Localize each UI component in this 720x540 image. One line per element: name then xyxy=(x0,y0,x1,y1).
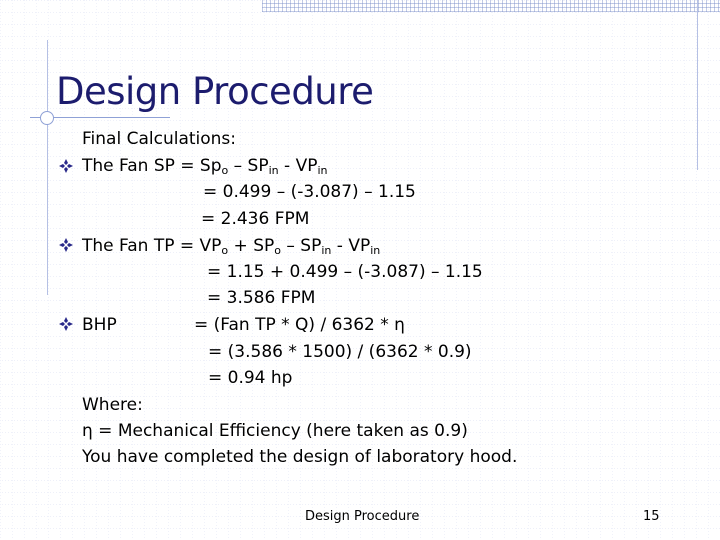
top-decorative-band xyxy=(262,0,720,12)
fan-sp-line-3: = 2.436 FPM xyxy=(201,209,310,229)
title-rule-circle xyxy=(40,111,54,125)
where-label: Where: xyxy=(82,395,143,415)
footer-title: Design Procedure xyxy=(305,509,420,524)
bhp-line-3: = 0.94 hp xyxy=(208,368,293,388)
diamond-bullet-icon xyxy=(58,237,74,253)
fan-tp-line-2: = 1.15 + 0.499 – (-3.087) – 1.15 xyxy=(207,262,483,282)
fan-sp-line-2: = 0.499 – (-3.087) – 1.15 xyxy=(203,182,416,202)
right-decorative-line xyxy=(697,0,698,170)
intro-text: Final Calculations: xyxy=(82,129,237,149)
diamond-bullet-icon xyxy=(58,158,74,174)
conclusion-text: You have completed the design of laboratory hood. xyxy=(82,447,518,467)
page-number: 15 xyxy=(643,509,660,524)
title-vertical-rule xyxy=(47,40,48,295)
fan-sp-line-1: The Fan SP = $Sp_o - SP_{in} - VP_{in}$ xyxy=(82,156,328,177)
bhp-label: BHP xyxy=(82,315,117,335)
diamond-bullet-icon xyxy=(58,316,74,332)
bhp-line-1: = (Fan TP * Q) / 6362 * η xyxy=(194,315,405,335)
slide-title: Design Procedure xyxy=(56,70,374,113)
efficiency-definition: η = Mechanical Efficiency (here taken as 0.9) xyxy=(82,421,468,441)
fan-tp-line-3: = 3.586 FPM xyxy=(207,288,316,308)
fan-tp-line-1: The Fan TP = $VP_o + SP_o - SP_{in} - VP_{in}$ xyxy=(82,236,381,257)
bhp-line-2: = (3.586 * 1500) / (6362 * 0.9) xyxy=(208,342,472,362)
